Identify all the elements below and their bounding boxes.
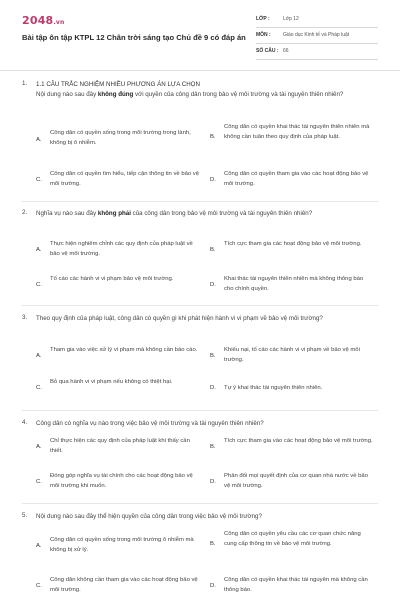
question-text: Theo quy định của pháp luật, công dân có quyền gì khi phát hiện hành vi vi phạm về bảo vệ môi trường?: [36, 315, 323, 322]
question-number: 1.: [22, 80, 28, 87]
site-logo[interactable]: 2048.vn: [22, 14, 65, 27]
question-number: 4.: [22, 419, 28, 426]
question-separator: [22, 201, 378, 202]
question-body: [36, 80, 376, 100]
question-number: 3.: [22, 314, 28, 321]
question-text: Công dân có nghĩa vụ nào trong việc bảo vệ môi trường và tài nguyên thiên nhiên?: [36, 420, 264, 427]
document-title: Bài tập ôn tập KTPL 12 Chân trời sáng tạo Chủ đề 9 có đáp án: [22, 33, 246, 42]
question-text: Nghĩa vụ nào sau đây không phải của công dân trong bảo vệ môi trường và tài nguyên thiên nhiên?: [36, 210, 313, 217]
question-separator: [22, 305, 378, 306]
header-divider: [0, 70, 400, 71]
meta-class: LỚP : Lớp 12: [256, 12, 378, 28]
document-header: [0, 0, 400, 68]
section-heading: 1.1 CÂU TRẮC NGHIỆM NHIỀU PHƯƠNG ÁN LỰA CHỌN: [36, 81, 200, 88]
meta-subject: MÔN : Giáo dục Kinh tế và Pháp luật: [256, 28, 378, 44]
question-text: Nội dung nào sau đây thể hiện quyền của công dân trong việc bảo vệ môi trường?: [36, 513, 262, 520]
question-text: Nội dung nào sau đây không đúng với quyền của công dân trong bảo vệ môi trường và tài nguyên thiên nhiên?: [36, 91, 344, 98]
question-number: 5.: [22, 512, 28, 519]
meta-question-count: SỐ CÂU : 66: [256, 44, 378, 60]
question-number: 2.: [22, 209, 28, 216]
question-separator: [22, 410, 378, 411]
question-separator: [22, 503, 378, 504]
document-meta: [256, 12, 378, 60]
